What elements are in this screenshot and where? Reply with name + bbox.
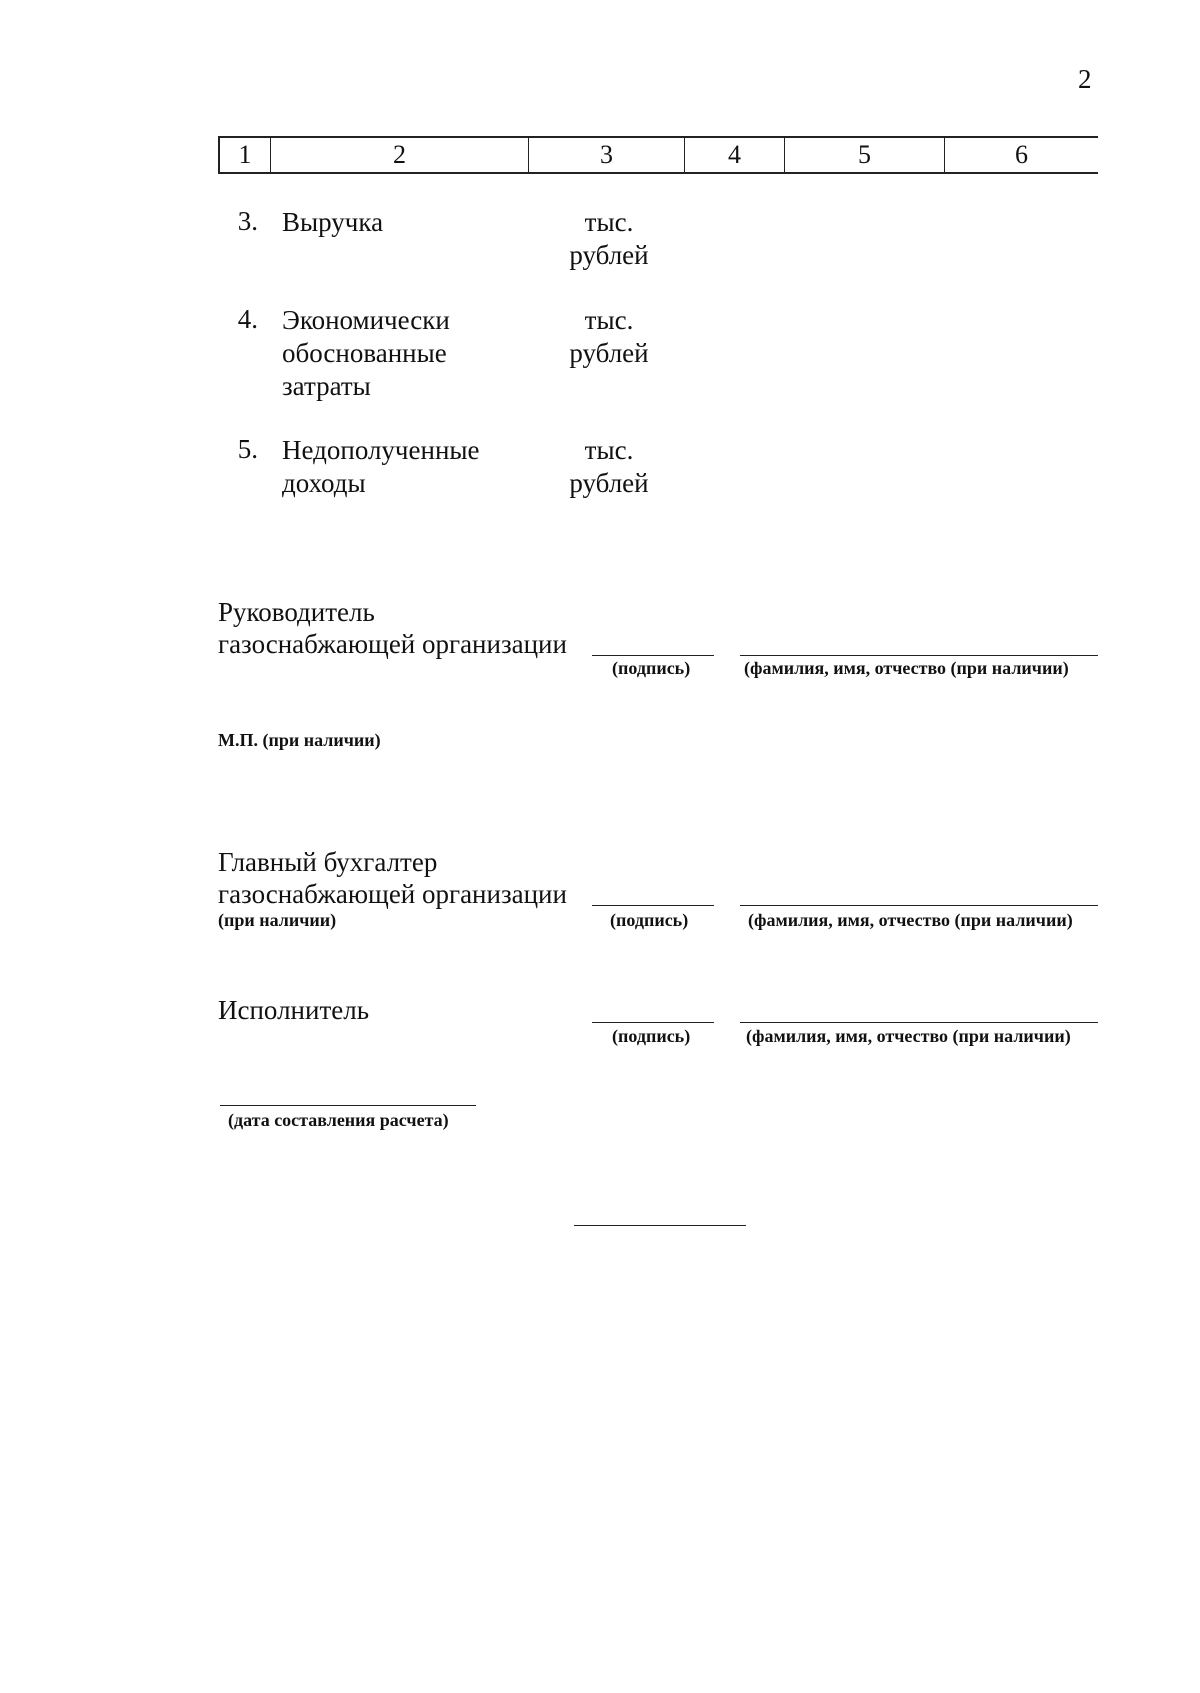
column-header-cell: 5 (784, 138, 944, 172)
head-title-line2: газоснабжающей организации (218, 629, 567, 659)
accountant-title-note: (при наличии) (218, 910, 337, 930)
accountant-name-line (740, 905, 1098, 906)
executor-signature-caption: (подпись) (612, 1026, 691, 1046)
head-title-line1: Руководитель (218, 597, 375, 627)
executor-signature-line (592, 1022, 714, 1023)
head-name-caption: (фамилия, имя, отчество (при наличии) (744, 658, 1069, 678)
accountant-signature-caption: (подпись) (610, 910, 689, 930)
column-header-cell: 3 (528, 138, 684, 172)
accountant-signature-line (592, 905, 714, 906)
executor-name-line (740, 1022, 1098, 1023)
row-name: Недополученные доходы (282, 435, 480, 498)
accountant-title-line1: Главный бухгалтер (218, 847, 438, 877)
column-header-cell: 4 (684, 138, 784, 172)
row-unit: тыс. рублей (569, 207, 649, 270)
row-name: Выручка (282, 207, 384, 237)
executor-name-caption: (фамилия, имя, отчество (при наличии) (746, 1026, 1071, 1046)
row-name: Экономически обоснованные затраты (282, 305, 450, 401)
page-number: 2 (1078, 64, 1092, 94)
column-header-cell: 6 (944, 138, 1098, 172)
row-number: 5. (237, 434, 258, 464)
accountant-title-line2: газоснабжающей организации (218, 879, 567, 909)
closing-separator (574, 1225, 746, 1226)
stamp-label: М.П. (при наличии) (218, 730, 381, 750)
column-number-header (218, 136, 1098, 174)
row-number: 4. (237, 304, 258, 334)
accountant-name-caption: (фамилия, имя, отчество (при наличии) (748, 910, 1073, 930)
date-caption: (дата составления расчета) (228, 1110, 449, 1130)
column-header-cell: 1 (218, 138, 270, 172)
row-number: 3. (237, 206, 258, 236)
head-name-line (740, 655, 1098, 656)
head-signature-caption: (подпись) (612, 658, 691, 678)
column-header-cell: 2 (270, 138, 528, 172)
executor-title: Исполнитель (218, 995, 370, 1025)
row-unit: тыс. рублей (569, 435, 649, 498)
head-signature-line (592, 655, 714, 656)
date-line (220, 1105, 476, 1106)
row-unit: тыс. рублей (569, 305, 649, 368)
